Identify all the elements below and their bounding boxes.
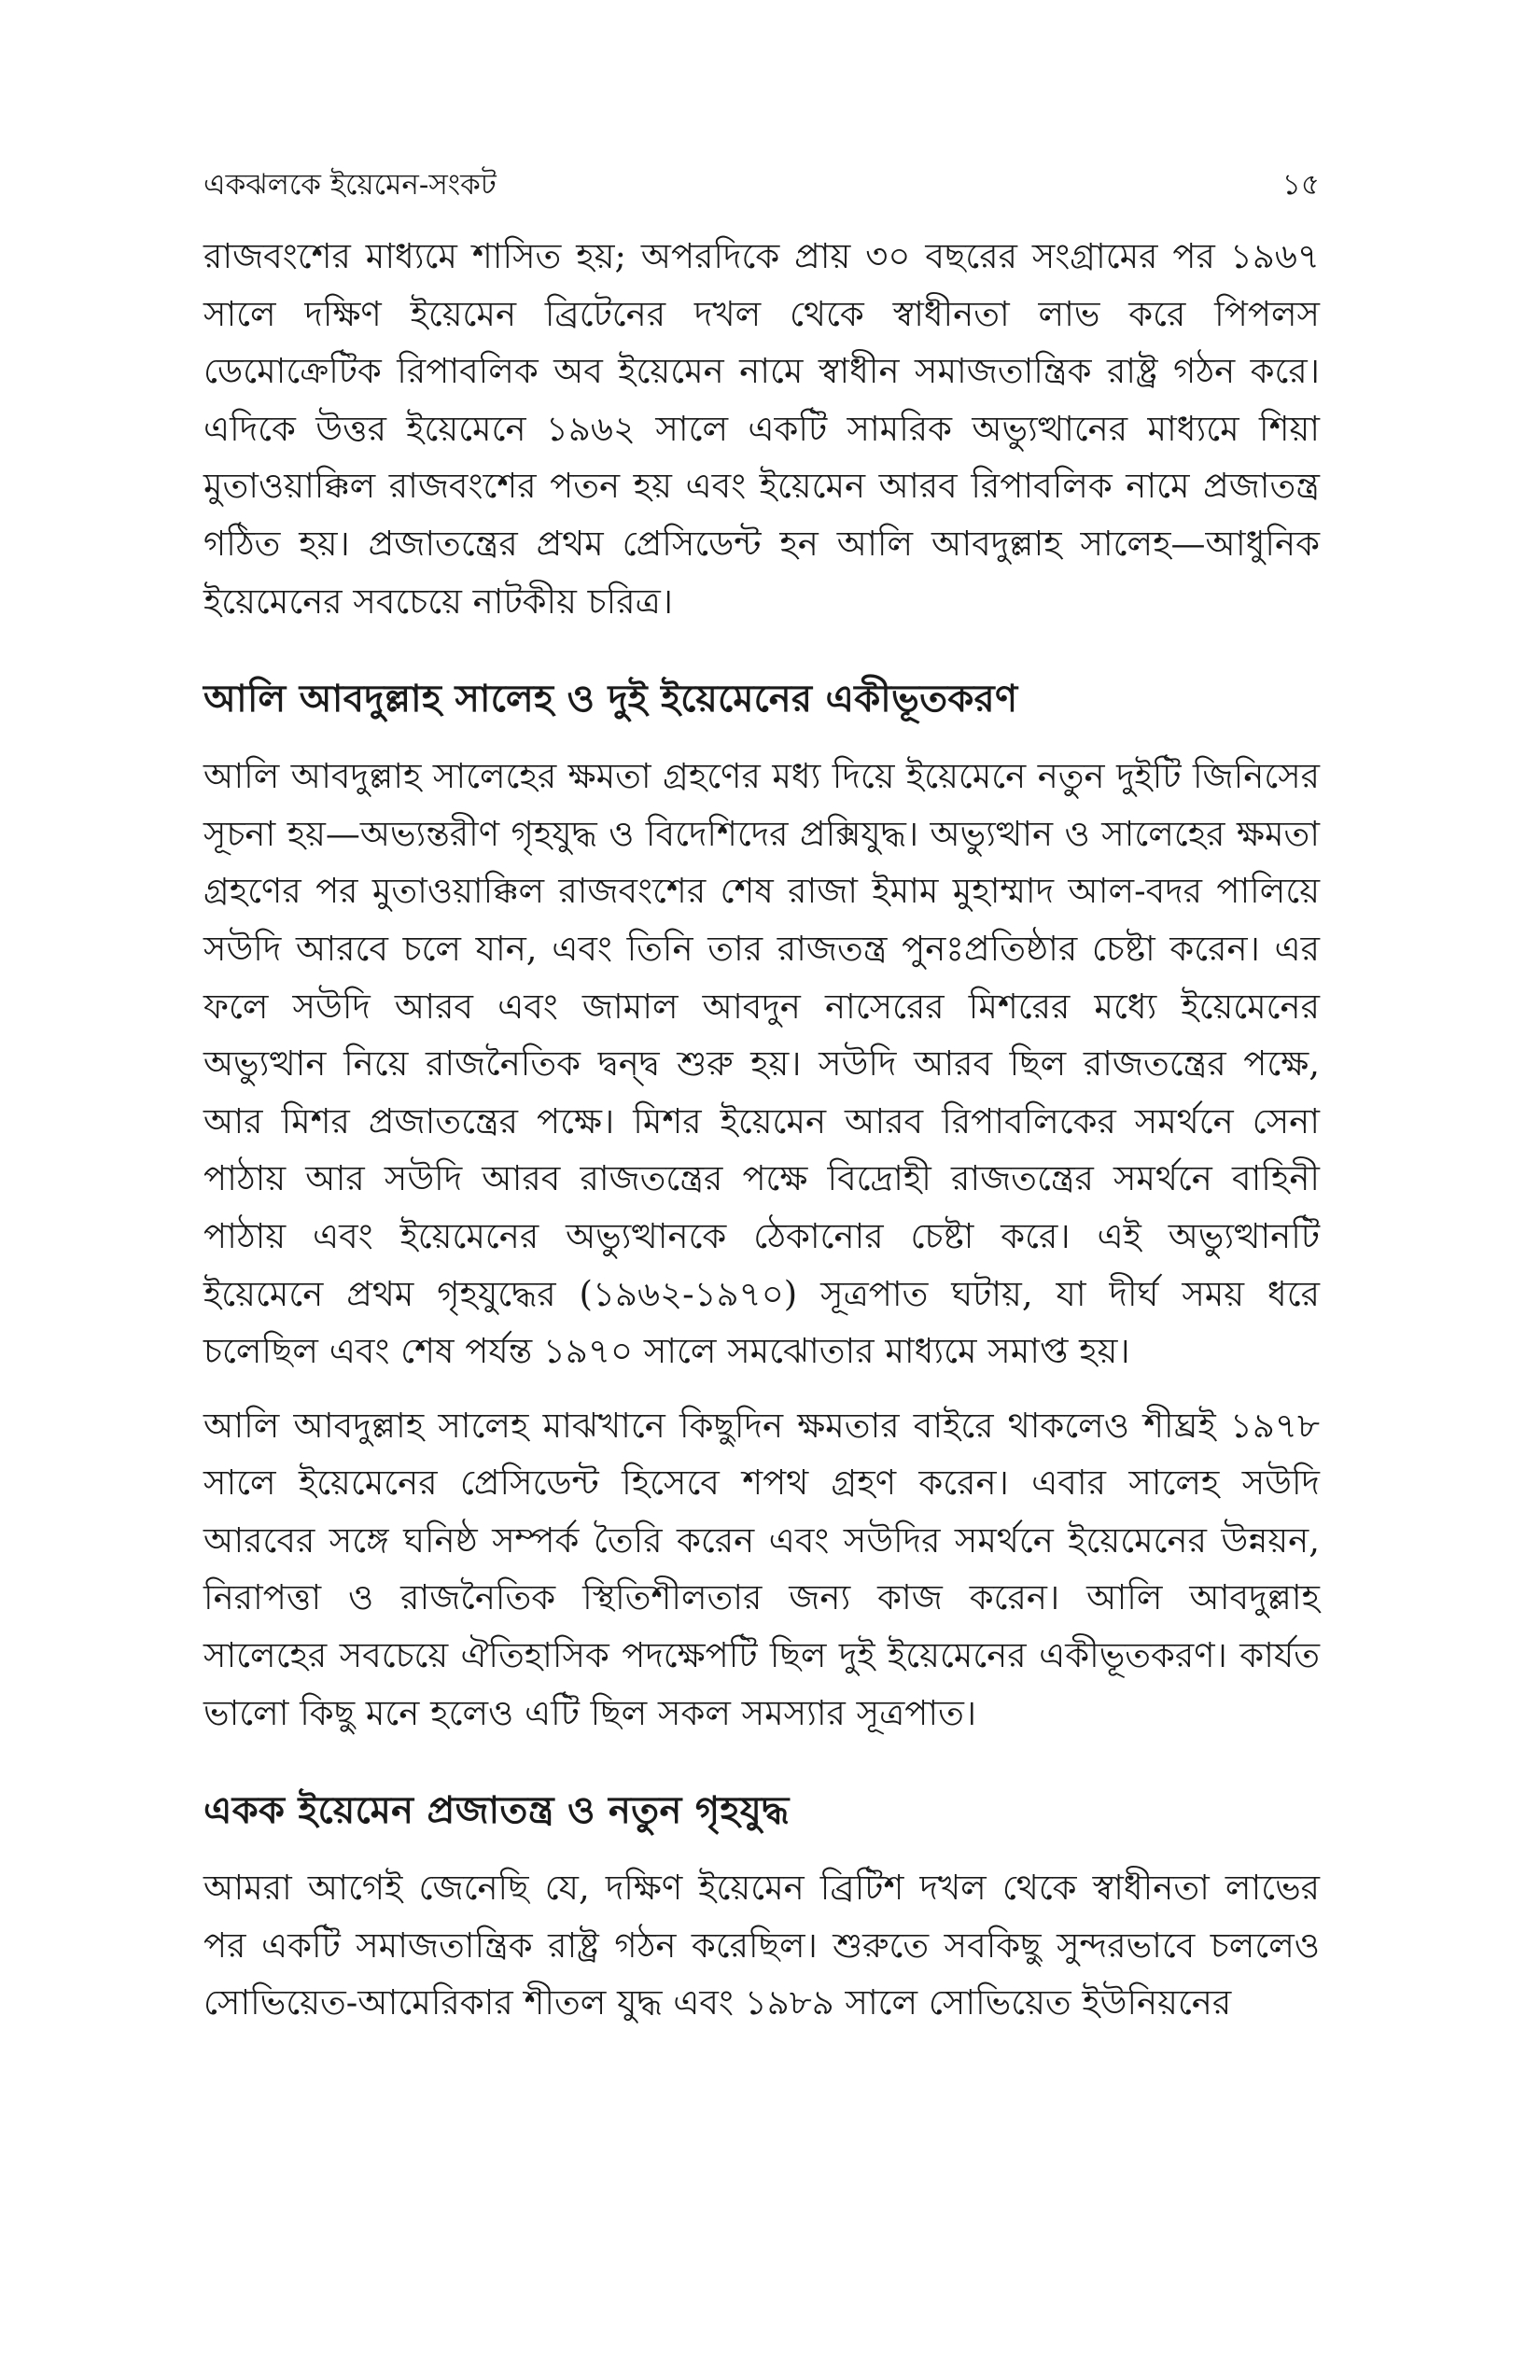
- section1-paragraph-2: আলি আবদুল্লাহ সালেহ মাঝখানে কিছুদিন ক্ষমতার বাইরে থাকলেও শীঘ্রই ১৯৭৮ সালে ইয়েমেনের প্রেসিডেন্ট হিসেবে শপথ গ্রহণ করেন। এবার সালেহ সউদি আরবের সঙ্গে ঘনিষ্ঠ সম্পর্ক তৈরি করেন এবং সউদির সমর্থনে ইয়েমেনের উন্নয়ন, নিরাপত্তা ও রাজনৈতিক স্থিতিশীলতার জন্য কাজ করেন। আলি আবদুল্লাহ সালেহের সবচেয়ে ঐতিহাসিক পদক্ষেপটি ছিল দুই ইয়েমেনের একীভূতকরণ। কার্যত ভালো কিছু মনে হলেও এটি ছিল সকল সমস্যার সূত্রপাত।: [203, 1405, 1320, 1733]
- book-page: [203, 166, 1320, 2313]
- section-heading-saleh-unification: আলি আবদুল্লাহ সালেহ ও দুই ইয়েমেনের একীভূতকরণ: [203, 678, 1018, 721]
- page-number: ১৫: [1281, 168, 1320, 202]
- intro-paragraph: রাজবংশের মাধ্যমে শাসিত হয়; অপরদিকে প্রায় ৩০ বছরের সংগ্রামের পর ১৯৬৭ সালে দক্ষিণ ইয়েমেন ব্রিটেনের দখল থেকে স্বাধীনতা লাভ করে পিপলস ডেমোক্রেটিক রিপাবলিক অব ইয়েমেন নামে স্বাধীন সমাজতান্ত্রিক রাষ্ট্র গঠন করে। এদিকে উত্তর ইয়েমেনে ১৯৬২ সালে একটি সামরিক অভ্যুত্থানের মাধ্যমে শিয়া মুতাওয়াক্কিল রাজবংশের পতন হয় এবং ইয়েমেন আরব রিপাবলিক নামে প্রজাতন্ত্র গঠিত হয়। প্রজাতন্ত্রের প্রথম প্রেসিডেন্ট হন আলি আবদুল্লাহ সালেহ—আধুনিক ইয়েমেনের সবচেয়ে নাটকীয় চরিত্র।: [203, 236, 1320, 622]
- section2-paragraph-1: আমরা আগেই জেনেছি যে, দক্ষিণ ইয়েমেন ব্রিটিশ দখল থেকে স্বাধীনতা লাভের পর একটি সমাজতান্ত্রিক রাষ্ট্র গঠন করেছিল। শুরুতে সবকিছু সুন্দরভাবে চললেও সোভিয়েত-আমেরিকার শীতল যুদ্ধ এবং ১৯৮৯ সালে সোভিয়েত ইউনিয়নের: [203, 1868, 1320, 2023]
- section-heading-unified-republic: একক ইয়েমেন প্রজাতন্ত্র ও নতুন গৃহযুদ্ধ: [203, 1789, 790, 1833]
- running-header: [203, 166, 1320, 203]
- section1-paragraph-1: আলি আবদুল্লাহ সালেহের ক্ষমতা গ্রহণের মধ্য দিয়ে ইয়েমেনে নতুন দুইটি জিনিসের সূচনা হয়—অভ্যন্তরীণ গৃহযুদ্ধ ও বিদেশিদের প্রক্সিযুদ্ধ। অভ্যুত্থান ও সালেহের ক্ষমতা গ্রহণের পর মুতাওয়াক্কিল রাজবংশের শেষ রাজা ইমাম মুহাম্মাদ আল-বদর পালিয়ে সউদি আরবে চলে যান, এবং তিনি তার রাজতন্ত্র পুনঃপ্রতিষ্ঠার চেষ্টা করেন। এর ফলে সউদি আরব এবং জামাল আবদুন নাসেরের মিশরের মধ্যে ইয়েমেনের অভ্যুত্থান নিয়ে রাজনৈতিক দ্বন্দ্ব শুরু হয়। সউদি আরব ছিল রাজতন্ত্রের পক্ষে, আর মিশর প্রজাতন্ত্রের পক্ষে। মিশর ইয়েমেন আরব রিপাবলিকের সমর্থনে সেনা পাঠায় আর সউদি আরব রাজতন্ত্রের পক্ষে বিদ্রোহী রাজতন্ত্রের সমর্থনে বাহিনী পাঠায় এবং ইয়েমেনের অভ্যুত্থানকে ঠেকানোর চেষ্টা করে। এই অভ্যুত্থানটি ইয়েমেনে প্রথম গৃহযুদ্ধের (১৯৬২-১৯৭০) সূত্রপাত ঘটায়, যা দীর্ঘ সময় ধরে চলেছিল এবং শেষ পর্যন্ত ১৯৭০ সালে সমঝোতার মাধ্যমে সমাপ্ত হয়।: [203, 756, 1320, 1372]
- page-body: [203, 228, 1320, 2032]
- running-title: একঝলকে ইয়েমেন-সংকট: [203, 168, 497, 202]
